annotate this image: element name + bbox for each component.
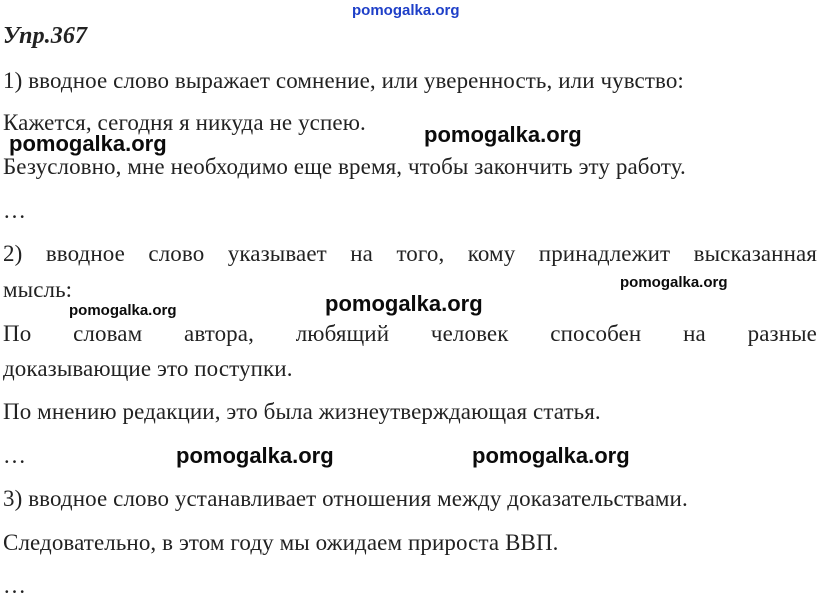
watermark: pomogalka.org	[472, 443, 630, 468]
watermark: pomogalka.org	[9, 131, 167, 156]
example-3-1: Следовательно, в этом году мы ожидаем прироста ВВП.	[3, 530, 559, 555]
ellipsis-2: …	[3, 443, 27, 468]
watermark: pomogalka.org	[69, 302, 177, 319]
example-2-1-continued: доказывающие это поступки.	[3, 356, 293, 381]
watermark-top: pomogalka.org	[352, 2, 460, 19]
example-1-1: Кажется, сегодня я никуда не успею.	[3, 110, 366, 135]
example-2-2: По мнению редакции, это была жизнеутверждающая статья.	[3, 399, 601, 424]
example-2-1: По словам автора, любящий человек способен на разные	[3, 321, 817, 346]
ellipsis-3: …	[3, 573, 27, 598]
ellipsis-1: …	[3, 198, 27, 223]
watermark: pomogalka.org	[620, 274, 728, 291]
example-1-2: Безусловно, мне необходимо еще время, чтобы закончить эту работу.	[3, 154, 686, 179]
watermark: pomogalka.org	[424, 122, 582, 147]
watermark: pomogalka.org	[176, 443, 334, 468]
exercise-title: Упр.367	[3, 23, 88, 49]
rule-3: 3) вводное слово устанавливает отношения между доказательствами.	[3, 486, 688, 511]
rule-1: 1) вводное слово выражает сомнение, или уверенность, или чувство:	[3, 68, 684, 93]
watermark: pomogalka.org	[325, 291, 483, 316]
rule-2-continued: мысль:	[3, 277, 73, 302]
rule-2: 2) вводное слово указывает на того, кому принадлежит высказанная	[3, 241, 817, 266]
